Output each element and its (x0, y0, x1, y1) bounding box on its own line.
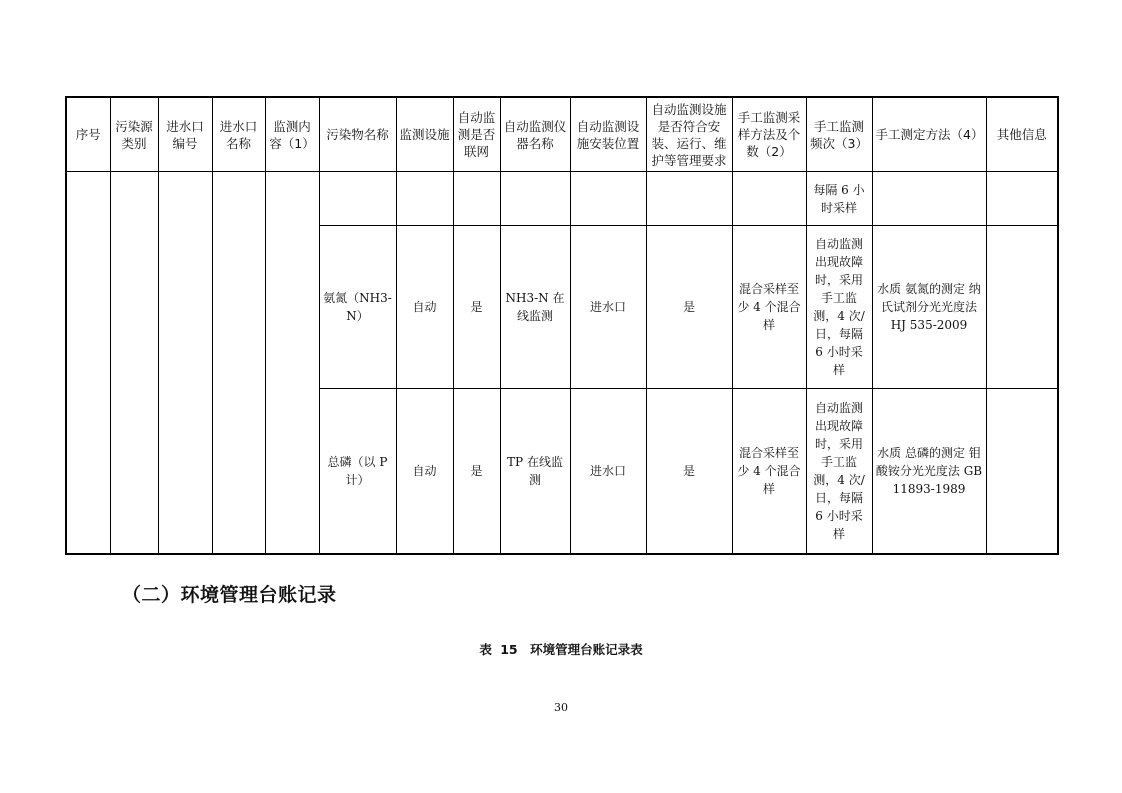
header-index: 序号 (66, 97, 110, 172)
cell-location: 进水口 (570, 226, 646, 389)
cell-inlet-name (212, 172, 265, 555)
header-monitoring-content: 监测内容（1） (265, 97, 319, 172)
section-heading: （二）环境管理台账记录 (122, 584, 337, 606)
monitoring-table (65, 96, 1059, 555)
header-source-type: 污染源类别 (110, 97, 158, 172)
cell-pollutant (319, 172, 396, 226)
cell-sampling (732, 172, 806, 226)
table-caption: 表 15 环境管理台账记录表 (479, 642, 643, 657)
cell-compliant (646, 172, 732, 226)
cell-networked (453, 172, 500, 226)
header-instrument-name: 自动监测仪器名称 (500, 97, 570, 172)
cell-location: 进水口 (570, 389, 646, 555)
cell-other (986, 389, 1058, 555)
cell-pollutant: 氨氮（NH3-N） (319, 226, 396, 389)
header-monitoring-facility: 监测设施 (396, 97, 453, 172)
page-number: 30 (554, 701, 568, 714)
cell-networked: 是 (453, 226, 500, 389)
cell-sampling: 混合采样至少 4 个混合样 (732, 389, 806, 555)
cell-other (986, 172, 1058, 226)
cell-instrument: TP 在线监测 (500, 389, 570, 555)
cell-location (570, 172, 646, 226)
cell-frequency: 自动监测出现故障时，采用手工监测，4 次/日，每隔 6 小时采样 (806, 389, 872, 555)
cell-inlet-code (158, 172, 212, 555)
header-manual-method: 手工测定方法（4） (872, 97, 986, 172)
header-manual-frequency: 手工监测频次（3） (806, 97, 872, 172)
table-row (66, 172, 1058, 226)
cell-facility: 自动 (396, 389, 453, 555)
cell-facility (396, 172, 453, 226)
header-inlet-code: 进水口编号 (158, 97, 212, 172)
cell-facility: 自动 (396, 226, 453, 389)
cell-frequency: 每隔 6 小时采样 (806, 172, 872, 226)
cell-other (986, 226, 1058, 389)
cell-pollutant: 总磷（以 P 计） (319, 389, 396, 555)
cell-frequency: 自动监测出现故障时，采用手工监测，4 次/日，每隔 6 小时采样 (806, 226, 872, 389)
header-compliance: 自动监测设施是否符合安装、运行、维护等管理要求 (646, 97, 732, 172)
header-networked: 自动监测是否联网 (453, 97, 500, 172)
cell-compliant: 是 (646, 389, 732, 555)
cell-instrument: NH3-N 在线监测 (500, 226, 570, 389)
cell-method: 水质 氨氮的测定 纳氏试剂分光光度法 HJ 535-2009 (872, 226, 986, 389)
header-inlet-name: 进水口名称 (212, 97, 265, 172)
cell-source-type (110, 172, 158, 555)
cell-instrument (500, 172, 570, 226)
header-install-location: 自动监测设施安装位置 (570, 97, 646, 172)
cell-monitoring-content (265, 172, 319, 555)
header-sampling-method: 手工监测采样方法及个数（2） (732, 97, 806, 172)
cell-method: 水质 总磷的测定 钼酸铵分光光度法 GB 11893-1989 (872, 389, 986, 555)
cell-sampling: 混合采样至少 4 个混合样 (732, 226, 806, 389)
header-other-info: 其他信息 (986, 97, 1058, 172)
cell-networked: 是 (453, 389, 500, 555)
table-header (66, 97, 1058, 172)
cell-method (872, 172, 986, 226)
header-pollutant-name: 污染物名称 (319, 97, 396, 172)
cell-compliant: 是 (646, 226, 732, 389)
cell-index (66, 172, 110, 555)
